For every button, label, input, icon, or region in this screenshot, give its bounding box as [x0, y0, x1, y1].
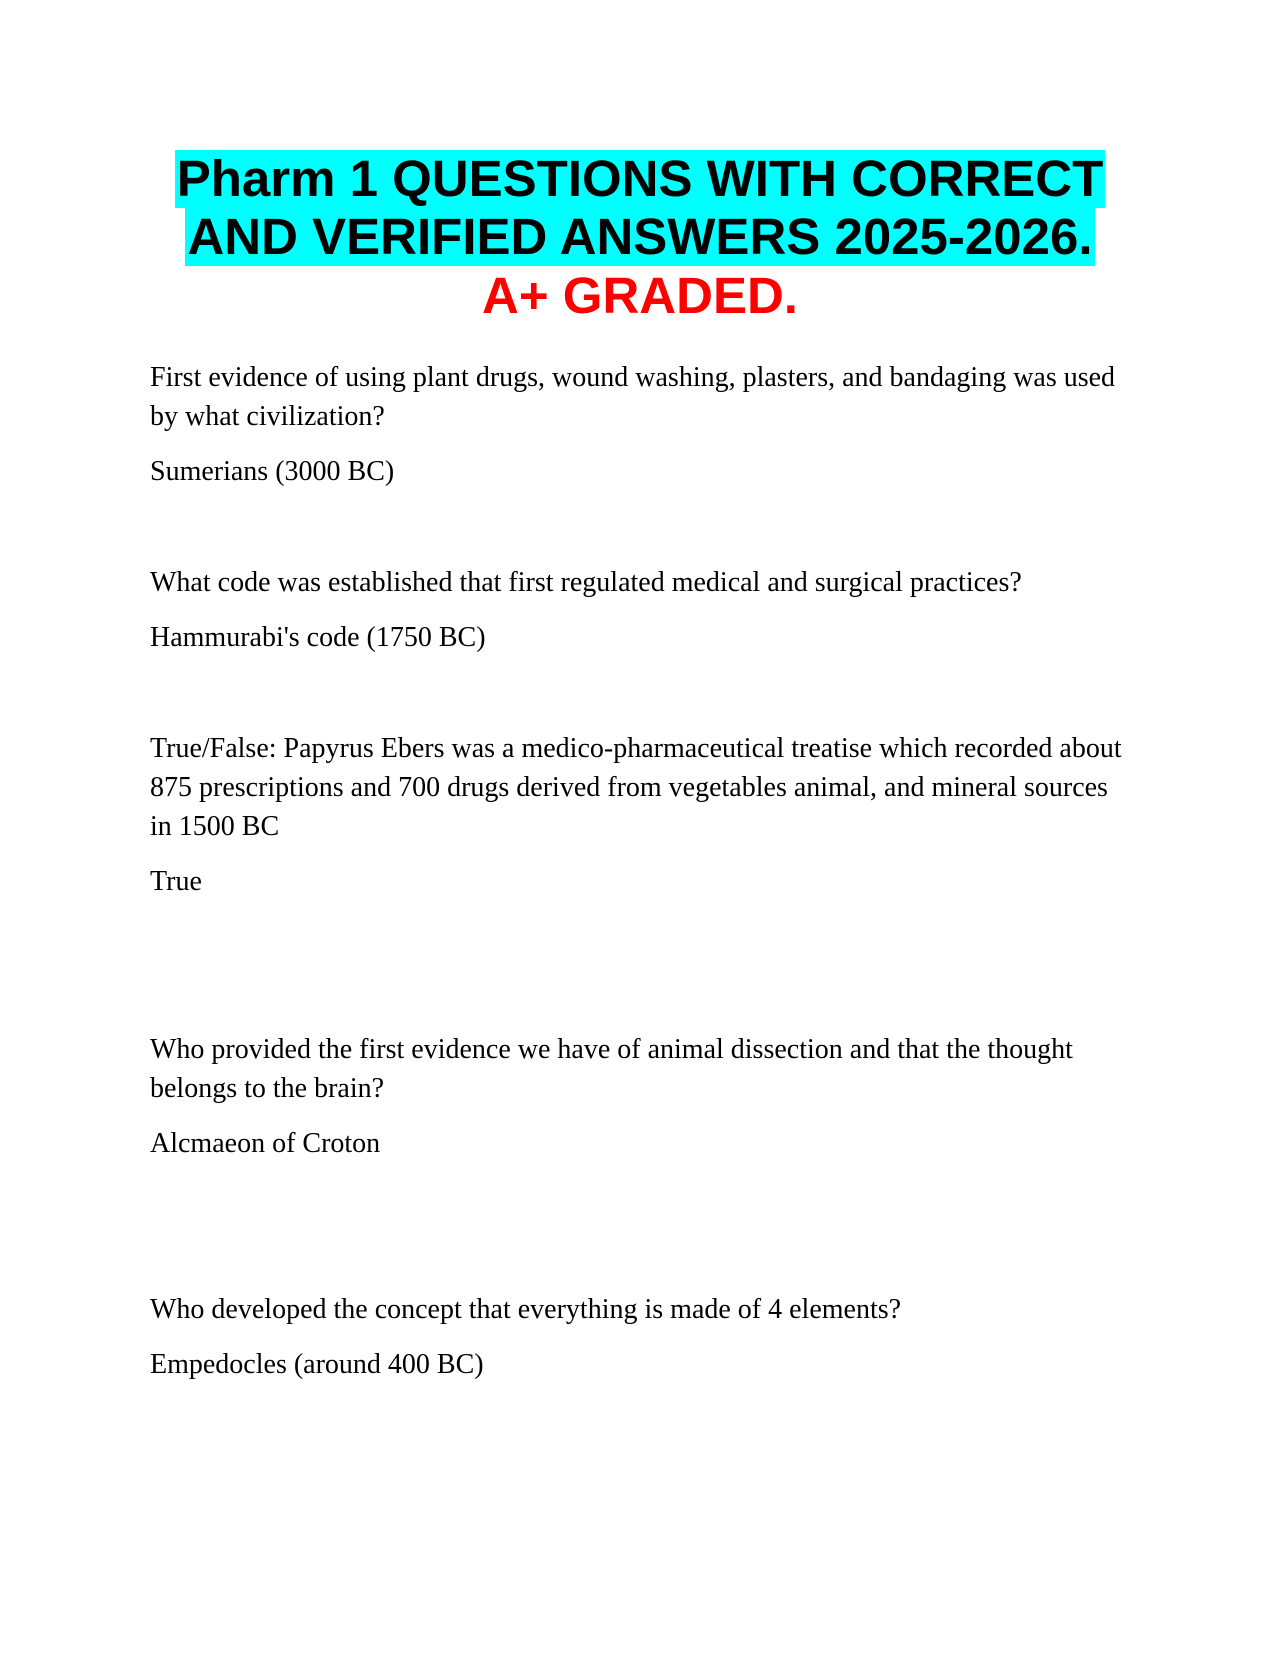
question-text: First evidence of using plant drugs, wound washing, plasters, and bandaging was used by what civilization?	[150, 362, 1116, 432]
answer-text: Empedocles (around 400 BC)	[150, 1349, 484, 1380]
question-text: What code was established that first regulated medical and surgical practices?	[150, 567, 1022, 598]
qa-item	[150, 563, 1130, 657]
question-text: Who provided the first evidence we have of animal dissection and that the thought belongs to the brain?	[150, 1034, 1073, 1104]
document-title	[0, 150, 1280, 326]
question-text: True/False: Papyrus Ebers was a medico-pharmaceutical treatise which recorded about 875 prescriptions and 700 drugs derived from vegetables animal, and mineral sources in 1500 BC	[150, 733, 1122, 842]
answer-text: Hammurabi's code (1750 BC)	[150, 622, 486, 653]
answer-text: Alcmaeon of Croton	[150, 1128, 381, 1159]
grade-label: A+ GRADED.	[482, 267, 798, 324]
answer-text: Sumerians (3000 BC)	[150, 456, 395, 487]
qa-item	[150, 1030, 1130, 1163]
question-text: Who developed the concept that everything is made of 4 elements?	[150, 1294, 902, 1325]
title-line-2: AND VERIFIED ANSWERS 2025-2026.	[187, 208, 1093, 265]
qa-item	[150, 1290, 1130, 1384]
qa-item	[150, 729, 1130, 901]
qa-item	[150, 358, 1130, 491]
title-line-1: Pharm 1 QUESTIONS WITH CORRECT	[176, 150, 1104, 207]
answer-text: True	[150, 866, 202, 897]
